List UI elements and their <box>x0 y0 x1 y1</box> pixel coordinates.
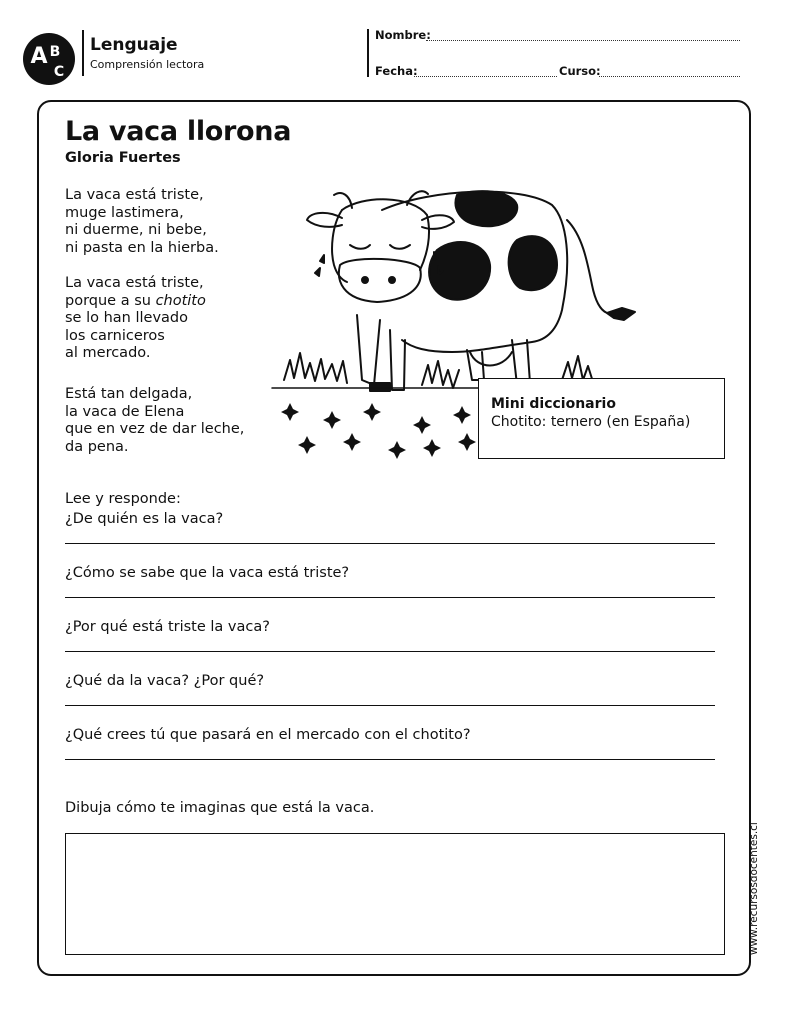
subject-subtitle: Comprensión lectora <box>90 58 205 71</box>
svg-text:B: B <box>49 44 61 60</box>
answer-line-4[interactable] <box>65 705 715 706</box>
answer-line-5[interactable] <box>65 759 715 760</box>
website-footer: www.recursosdocentes.cl <box>748 822 760 955</box>
course-field[interactable] <box>599 76 740 77</box>
poem-stanza-1: La vaca está triste, muge lastimera, ni duerme, ni bebe, ni pasta en la hierba. <box>65 187 219 256</box>
header-divider-2 <box>367 29 369 77</box>
abc-logo-icon <box>22 32 76 86</box>
question-2: ¿Cómo se sabe que la vaca está triste? <box>65 565 350 581</box>
name-field[interactable] <box>426 40 740 41</box>
answer-line-3[interactable] <box>65 651 715 652</box>
date-label: Fecha: <box>375 64 418 78</box>
stanza-2-text-end: se lo han llevado los carniceros al mercado. <box>65 310 188 361</box>
name-label: Nombre: <box>375 28 431 42</box>
svg-text:C: C <box>53 64 65 80</box>
poem-stanza-3: Está tan delgada, la vaca de Elena que en vez de dar leche, da pena. <box>65 386 245 455</box>
header-divider <box>82 30 84 76</box>
drawing-prompt: Dibuja cómo te imaginas que está la vaca. <box>65 800 375 816</box>
question-5: ¿Qué crees tú que pasará en el mercado con el chotito? <box>65 727 471 743</box>
question-1: ¿De quién es la vaca? <box>65 511 224 527</box>
poem-title: La vaca llorona <box>65 116 292 147</box>
dictionary-title: Mini diccionario <box>491 396 616 412</box>
drawing-box[interactable] <box>65 833 725 955</box>
answer-line-1[interactable] <box>65 543 715 544</box>
mini-dictionary-box <box>478 378 725 459</box>
question-4: ¿Qué da la vaca? ¿Por qué? <box>65 673 265 689</box>
poem-author: Gloria Fuertes <box>65 150 181 166</box>
course-label: Curso: <box>559 64 601 78</box>
stanza-2-text: La vaca está triste, porque a su <box>65 275 204 309</box>
date-field[interactable] <box>414 76 557 77</box>
svg-text:A: A <box>30 44 48 69</box>
questions-intro: Lee y responde: <box>65 491 181 507</box>
dictionary-entry: Chotito: ternero (en España) <box>491 414 691 430</box>
answer-line-2[interactable] <box>65 597 715 598</box>
subject-title: Lenguaje <box>90 35 178 55</box>
chotito-word: chotito <box>155 292 206 309</box>
poem-stanza-2 <box>65 275 206 363</box>
question-3: ¿Por qué está triste la vaca? <box>65 619 270 635</box>
